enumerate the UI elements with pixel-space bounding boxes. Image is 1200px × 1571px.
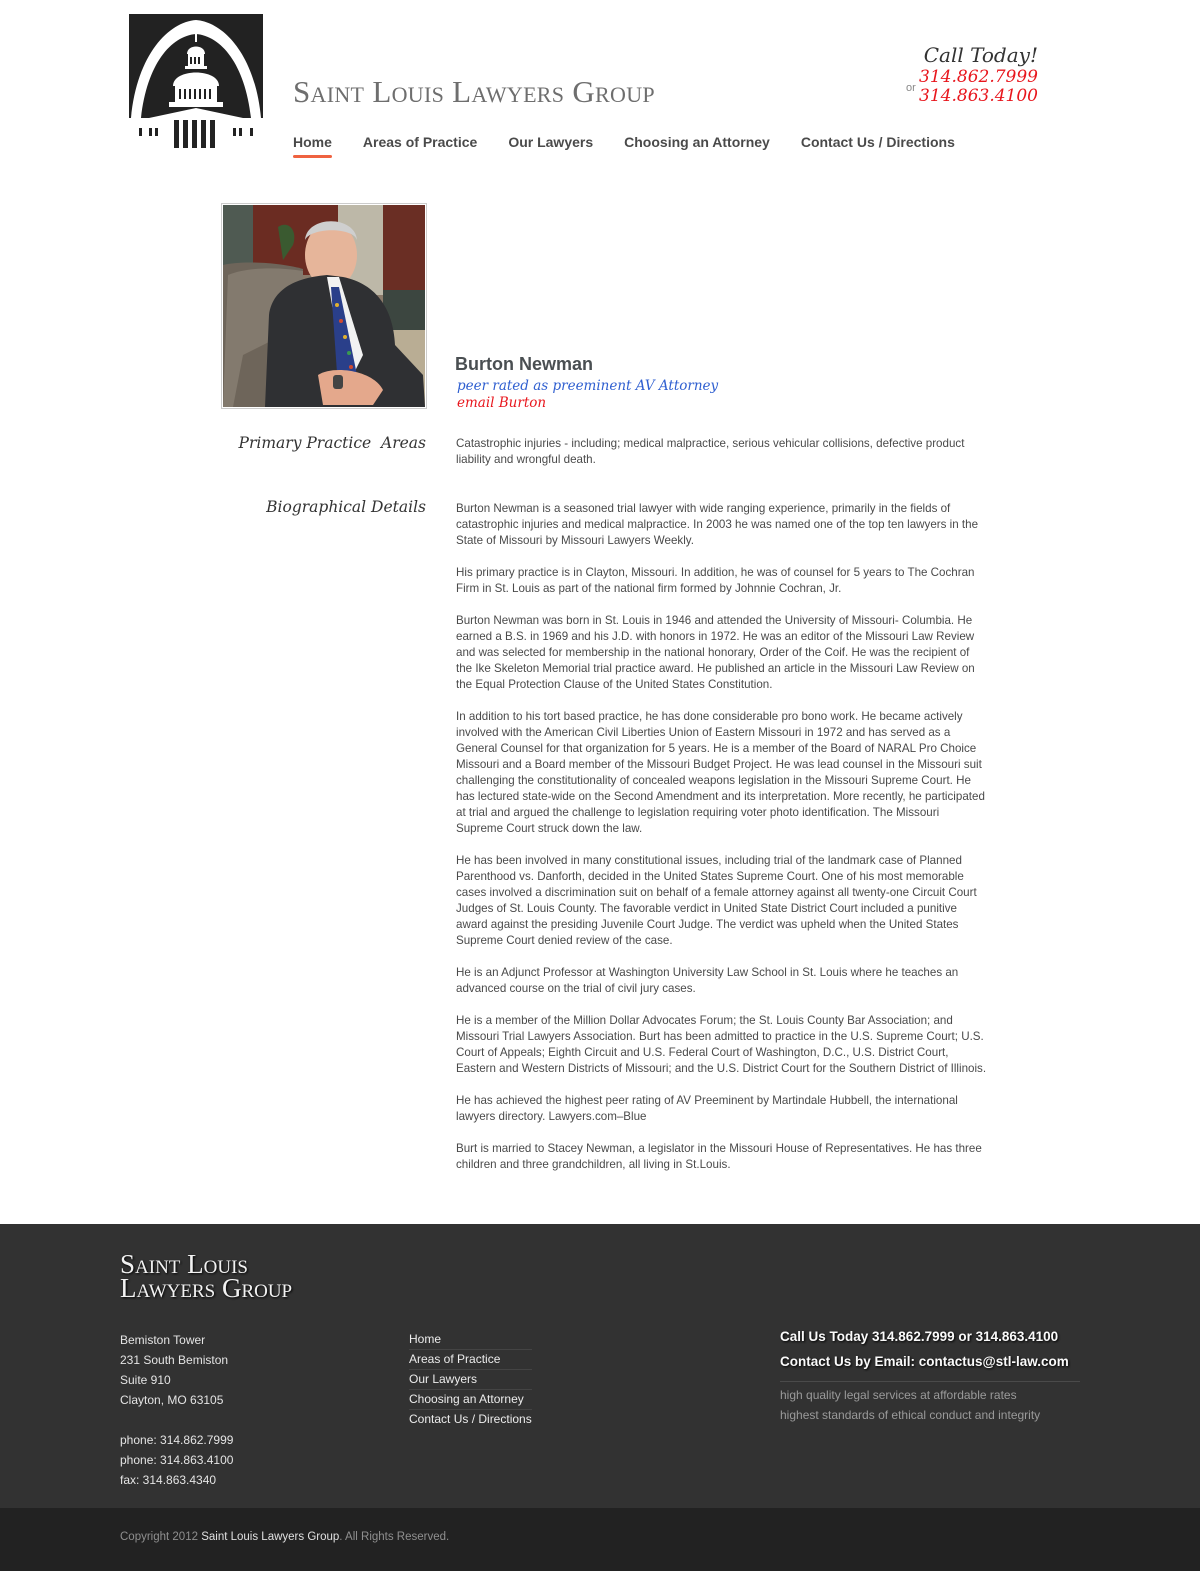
bio-paragraph: He is an Adjunct Professor at Washington University Law School in St. Louis where he teaches an advanced course on the trial of civil jury cases. [456,966,959,995]
footer-nav-our-lawyers[interactable]: Our Lawyers [409,1370,532,1390]
email-lawyer-link[interactable]: email Burton [457,395,547,411]
bio-paragraph: Burt is married to Stacey Newman, a legislator in the Missouri House of Representatives. He has three children and three grandchildren, all living in St.Louis. [456,1142,982,1171]
bio-paragraph: Burton Newman was born in St. Louis in 1946 and attended the University of Missouri- Columbia. He earned a B.S. in 1969 and his J.D. with honors in 1972. He was an editor of the Missouri Law Review and was selected for membership in the national honorary, Order of the Coif. He was the recipient of the Ike Skeleton Memorial trial practice award. He published an article in the Missouri Law Review on the Equal Protection Clause of the United States Constitution. [456,614,975,691]
bio-text [456,501,988,1189]
header-phone-1[interactable]: 314.862.7999 [919,67,1038,87]
primary-practice-label: Primary Practice Areas [238,434,426,452]
footer-phone-1: phone: 314.862.7999 [120,1433,234,1447]
header-phone-2[interactable]: 314.863.4100 [919,86,1038,106]
copyright-suffix: . All Rights Reserved. [339,1531,450,1543]
address-line: 231 South Bemiston [120,1353,229,1367]
bio-label: Biographical Details [266,498,426,516]
footer-divider [780,1381,1080,1382]
footer-logo[interactable] [120,1249,293,1303]
lawyer-photo [221,203,427,409]
main-nav [293,134,986,156]
footer-phone-2: phone: 314.863.4100 [120,1453,234,1467]
footer-address [120,1330,233,1490]
footer-call-line: Call Us Today 314.862.7999 or 314.863.4100 [780,1329,1059,1344]
footer-nav-home[interactable]: Home [409,1330,532,1350]
footer-fax: fax: 314.863.4340 [120,1473,217,1487]
bio-paragraph: He has been involved in many constitutional issues, including trial of the landmark case of Planned Parenthood vs. Danforth, decided in the United States Supreme Court. One of his most memorable cases involved a discrimination suit on behalf of a female attorney against all twenty-one Circuit Court Judges of St. Louis County. The favorable verdict in United State District Court included a punitive award against the presiding Juvenile Court Judge. The verdict was upheld when the United States Supreme Court denied review of the case. [456,854,977,947]
nav-areas-of-practice[interactable]: Areas of Practice [362,134,478,150]
address-line: Suite 910 [120,1373,171,1387]
site-logo[interactable] [129,14,263,150]
site-title[interactable]: Saint Louis Lawyers Group [293,74,655,109]
bio-paragraph: His primary practice is in Clayton, Missouri. In addition, he was of counsel for 5 years to The Cochran Firm in St. Louis as part of the national firm formed by Johnnie Cochran, Jr. [456,566,975,595]
call-today-heading: Call Today! [923,43,1038,67]
nav-choosing-an-attorney[interactable]: Choosing an Attorney [624,134,770,150]
copyright-brand: Saint Louis Lawyers Group [201,1531,340,1543]
portrait-image [223,205,425,407]
phone-or-label: or [906,82,916,94]
arch-capitol-logo-icon [129,14,263,150]
copyright-prefix: Copyright 2012 [120,1531,202,1543]
bio-paragraph: He is a member of the Million Dollar Advocates Forum; the St. Louis County Bar Association; and Missouri Trial Lawyers Association. Burt has been admitted to practice in the U.S. Supreme Court; U.S. Court of Appeals; Eighth Circuit and U.S. Federal Court of Washington, D.C., U.S. District Court, Eastern and Western Districts of Missouri; and the U.S. District Court for the Southern District of Illinois. [456,1014,987,1075]
footer-nav-contact-us-directions[interactable]: Contact Us / Directions [409,1412,532,1426]
address-line: Bemiston Tower [120,1333,206,1347]
bio-paragraph: In addition to his tort based practice, he has done considerable pro bono work. He became actively involved with the American Civil Liberties Union of Eastern Missouri in 1972 and has served as a General Counsel for that organization for 5 years. He is a member of the Board of NARAL Pro Choice Missouri and a Board member of the Missouri Budget Project. He was lead counsel in the Missouri suit challenging the constitutionality of concealed weapons legislation in the Missouri Supreme Court. He has lectured state-wide on the Second Amendment and its interpretation. More recently, he participated at trial and argued the challenge to legislation requiring voter photo identification. The Missouri Supreme Court struck down the law. [456,710,985,835]
footer-tagline-2: highest standards of ethical conduct and integrity [780,1408,1041,1422]
nav-our-lawyers[interactable]: Our Lawyers [508,134,594,150]
footer-nav-choosing-an-attorney[interactable]: Choosing an Attorney [409,1390,532,1410]
footer-nav-areas-of-practice[interactable]: Areas of Practice [409,1350,532,1370]
primary-practice-text: Catastrophic injuries - including; medical malpractice, serious vehicular collisions, defective product liability and wrongful death. [456,437,965,466]
bio-paragraph: Burton Newman is a seasoned trial lawyer with wide ranging experience, primarily in the fields of catastrophic injuries and medical malpractice. In 2003 he was named one of the top ten lawyers in the State of Missouri by Missouri Lawyers Weekly. [456,502,979,547]
nav-contact-us-directions[interactable]: Contact Us / Directions [800,134,955,150]
nav-home[interactable]: Home [293,134,332,156]
peer-rating-link[interactable]: peer rated as preeminent AV Attorney [457,378,719,394]
address-spacer [120,1410,233,1430]
footer-email-line[interactable]: Contact Us by Email: contactus@stl-law.com [780,1354,1069,1369]
footer-tagline-1: high quality legal services at affordable rates [780,1388,1017,1402]
copyright [120,1531,449,1543]
footer-nav [409,1330,532,1429]
footer-logo-line-1: Saint Louis [120,1249,248,1279]
footer-logo-line-2: Lawyers Group [120,1273,293,1303]
address-line: Clayton, MO 63105 [120,1393,224,1407]
lawyer-name: Burton Newman [455,354,594,374]
bio-paragraph: He has achieved the highest peer rating of AV Preeminent by Martindale Hubbell, the international lawyers directory. Lawyers.com–Blue [456,1094,958,1123]
